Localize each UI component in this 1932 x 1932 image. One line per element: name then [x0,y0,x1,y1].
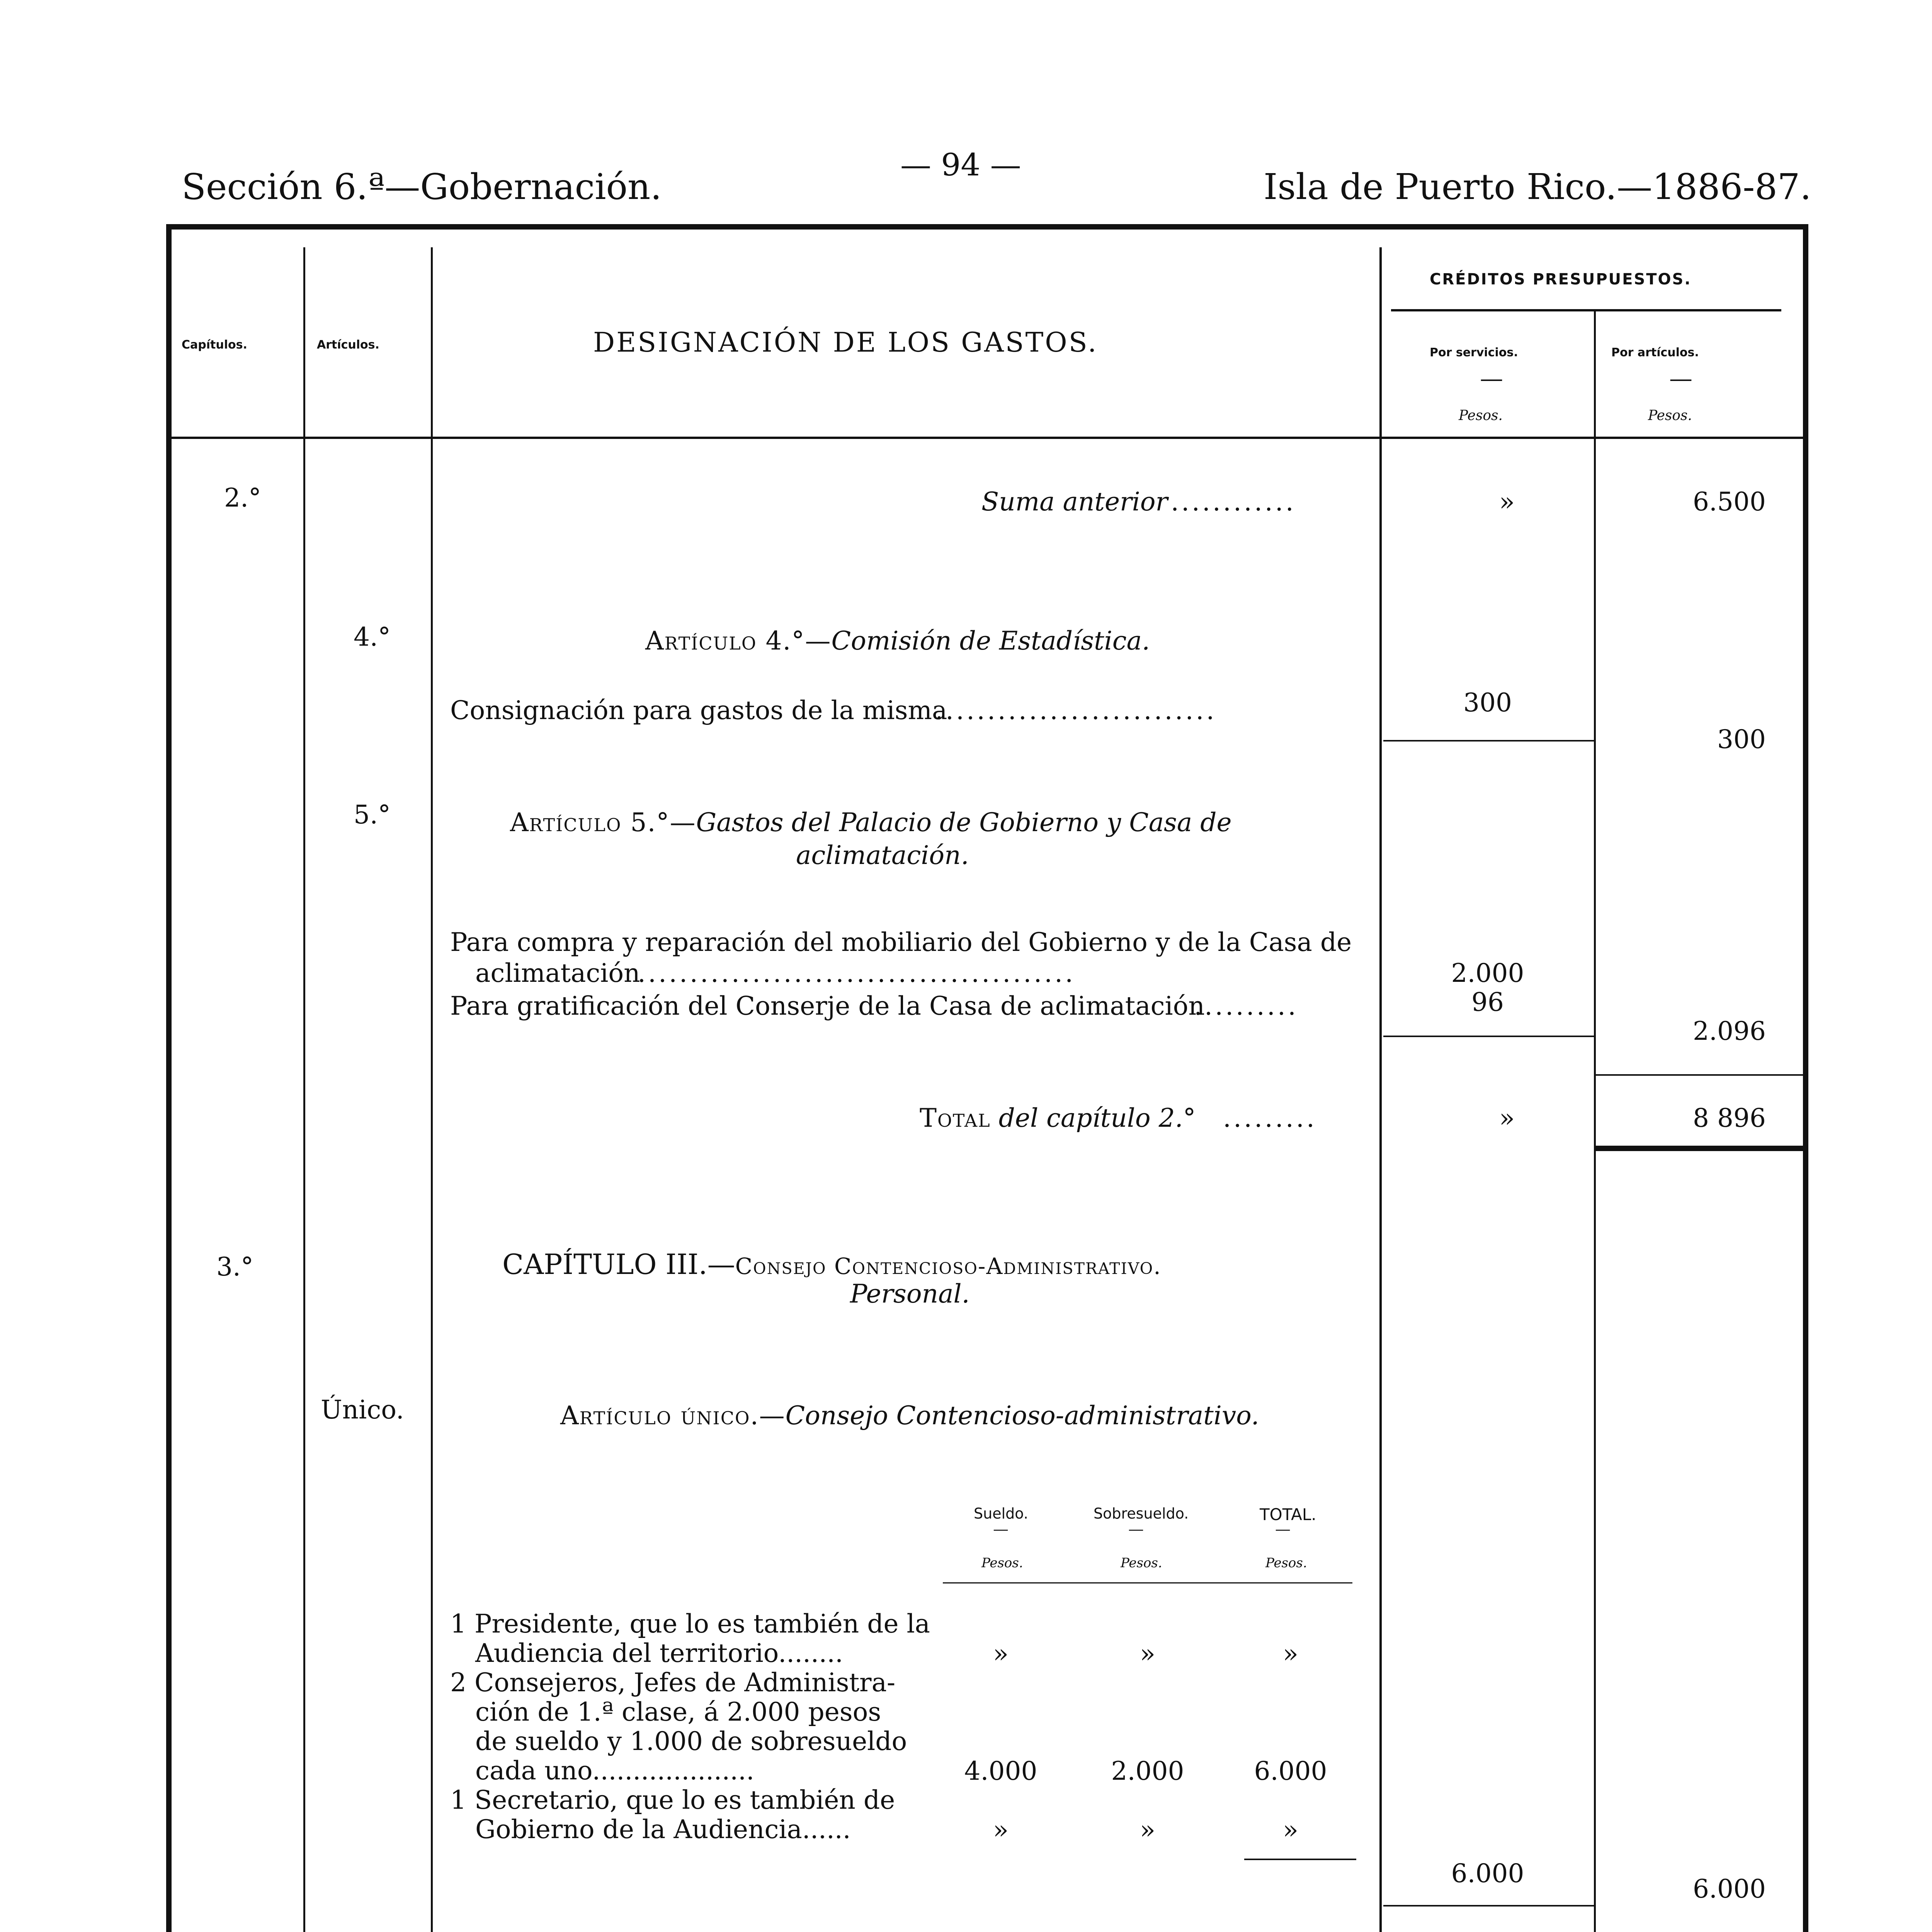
articulo-unico-1-number: Único. [321,1395,404,1425]
suma-anterior-servicio: » [1499,487,1515,517]
leader-dots: .......... [1194,991,1298,1021]
leader-dots: .......................................... [638,958,1076,988]
articulo-4-title-prefix: Artículo 4.°— [645,626,832,656]
articulo-5-title-prefix: Artículo 5.°— [510,808,696,837]
total-double-rule [1596,1146,1803,1151]
articulo-unico-1-name: Consejo Contencioso-administrativo. [785,1401,1259,1430]
subcol-sueldo-dash: — [993,1520,1009,1538]
total-2-prefix: Total [920,1103,991,1133]
leader-dots: ........................... [935,696,1217,725]
articulo-4-title-name: Comisión de Estadística. [831,626,1150,656]
personal-row-secretario [450,1786,895,1844]
leader-dots: ......... [1223,1103,1317,1133]
gratificacion-articulo: 2.096 [1693,1016,1766,1046]
leader-dots: ...... [802,1815,851,1844]
subcol-sobresueldo-pesos: Pesos. [1121,1555,1162,1571]
presidente-line2: Audiencia del territorio [475,1638,779,1668]
col-header-dash-articulos: — [1669,365,1692,392]
col-header-pesos-articulos: Pesos. [1648,408,1692,423]
consignacion-label: Consignación para gastos de la misma [450,696,947,725]
subcol-total-pesos: Pesos. [1265,1555,1307,1571]
compra-label-line2: aclimatación [475,958,640,988]
col-rule-capitulos [303,247,305,1932]
capitulo-3-title-body: Consejo Contencioso-Administrativo. [735,1253,1162,1279]
consejeros-line4: cada uno [475,1756,592,1786]
subcol-sobresueldo-dash: — [1128,1520,1144,1538]
suma-anterior-label: Suma anterior [981,487,1168,517]
creditos-brace-rule [1391,309,1781,311]
consejeros-sueldo: 4.000 [964,1756,1037,1786]
total-2-articulo: 8 896 [1693,1103,1766,1133]
sum-rule [1383,740,1594,742]
col-header-dash-servicios: — [1480,365,1503,392]
consignacion-servicio: 300 [1463,688,1512,718]
secretario-sueldo: » [993,1815,1009,1845]
col-header-creditos: CRÉDITOS PRESUPUESTOS. [1430,270,1692,288]
compra-label-line1: Para compra y reparación del mobiliario del Gobierno y de la Casa de [450,927,1352,957]
articulo-4-number: 4.° [354,622,391,652]
sum-rule [1244,1859,1356,1860]
header-bottom-rule [166,437,1808,439]
presidente-sueldo: » [993,1639,1009,1668]
col-header-por-servicios: Por servicios. [1430,346,1518,359]
consejeros-line3: de sueldo y 1.000 de sobresueldo [475,1726,907,1756]
consignacion-articulo: 300 [1717,724,1766,754]
col-rule-designacion [1379,247,1382,1932]
secretario-sobresueldo: » [1139,1815,1156,1845]
subcol-total-dash: — [1275,1520,1291,1538]
col-header-articulos: Artículos. [317,338,379,352]
compra-servicio: 2.000 [1451,958,1524,988]
sum-rule [1383,1036,1594,1037]
secretario-total: » [1282,1815,1299,1845]
subcol-sueldo: Sueldo. [974,1505,1028,1522]
table-right-rule [1803,224,1808,1932]
presidente-sobresueldo: » [1139,1639,1156,1668]
secretario-line1: 1 Secretario, que lo es también de [450,1785,895,1815]
articulo-5-number: 5.° [354,800,391,830]
capitulo-2-number: 2.° [224,483,261,513]
leader-dots: .................... [592,1756,755,1786]
gratificacion-label: Para gratificación del Conserje de la Casa de aclimatación [450,991,1205,1021]
total-2-servicio: » [1499,1103,1515,1133]
table-left-rule [166,224,172,1932]
section-header: Sección 6.ª—Gobernación. [182,166,662,207]
presidente-line1: 1 Presidente, que lo es también de la [450,1609,930,1639]
page-number: — 94 — [900,147,1021,183]
total-capitulo-2-label [920,1103,1196,1133]
personal-row-consejeros [450,1668,907,1786]
sum-rule [1383,1905,1594,1906]
consejeros-total: 6.000 [1254,1756,1327,1786]
subcol-rule [943,1582,1352,1583]
capitulo-3-number: 3.° [216,1252,253,1282]
articulo-5-title-cont: aclimatación. [796,840,969,870]
col-rule-servicios [1594,309,1596,1932]
articulo-unico-1-title [560,1401,1259,1430]
leader-dots: ........ [778,1638,844,1668]
subtotal-3-articulo: 6.000 [1693,1874,1766,1904]
leader-dots: ............ [1171,487,1296,517]
articulo-5-title [510,808,1232,837]
total-2-name: del capítulo 2.° [998,1103,1196,1133]
col-header-por-articulos: Por artículos. [1611,346,1699,359]
capitulo-3-subtitle: Personal. [850,1279,970,1309]
sum-rule [1596,1074,1803,1076]
table-top-rule [166,224,1808,230]
consejeros-line1: 2 Consejeros, Jefes de Administra- [450,1668,896,1697]
document-header: Isla de Puerto Rico.—1886-87. [1264,166,1811,207]
suma-anterior-articulo: 6.500 [1693,487,1766,517]
col-rule-articulos [431,247,433,1932]
subcol-sueldo-pesos: Pesos. [981,1555,1023,1571]
col-header-capitulos: Capítulos. [182,338,247,352]
articulo-5-title-name: Gastos del Palacio de Gobierno y Casa de [696,808,1232,837]
capitulo-3-title [502,1248,1162,1281]
col-header-designacion: DESIGNACIÓN DE LOS GASTOS. [593,327,1098,358]
consejeros-line2: ción de 1.ª clase, á 2.000 pesos [475,1697,881,1727]
subcol-sobresueldo: Sobresueldo. [1094,1505,1189,1522]
presidente-total: » [1282,1639,1299,1668]
personal-row-presidente [450,1609,930,1668]
col-header-pesos-servicios: Pesos. [1459,408,1503,423]
secretario-line2: Gobierno de la Audiencia [475,1815,802,1844]
capitulo-3-title-main: CAPÍTULO III.— [502,1248,735,1281]
consejeros-sobresueldo: 2.000 [1111,1756,1184,1786]
gratificacion-servicio: 96 [1471,987,1504,1017]
articulo-unico-1-prefix: Artículo único.— [560,1401,786,1430]
subtotal-3-servicio: 6.000 [1451,1859,1524,1888]
articulo-4-title [645,626,1150,656]
subcol-total: TOTAL. [1260,1505,1316,1524]
